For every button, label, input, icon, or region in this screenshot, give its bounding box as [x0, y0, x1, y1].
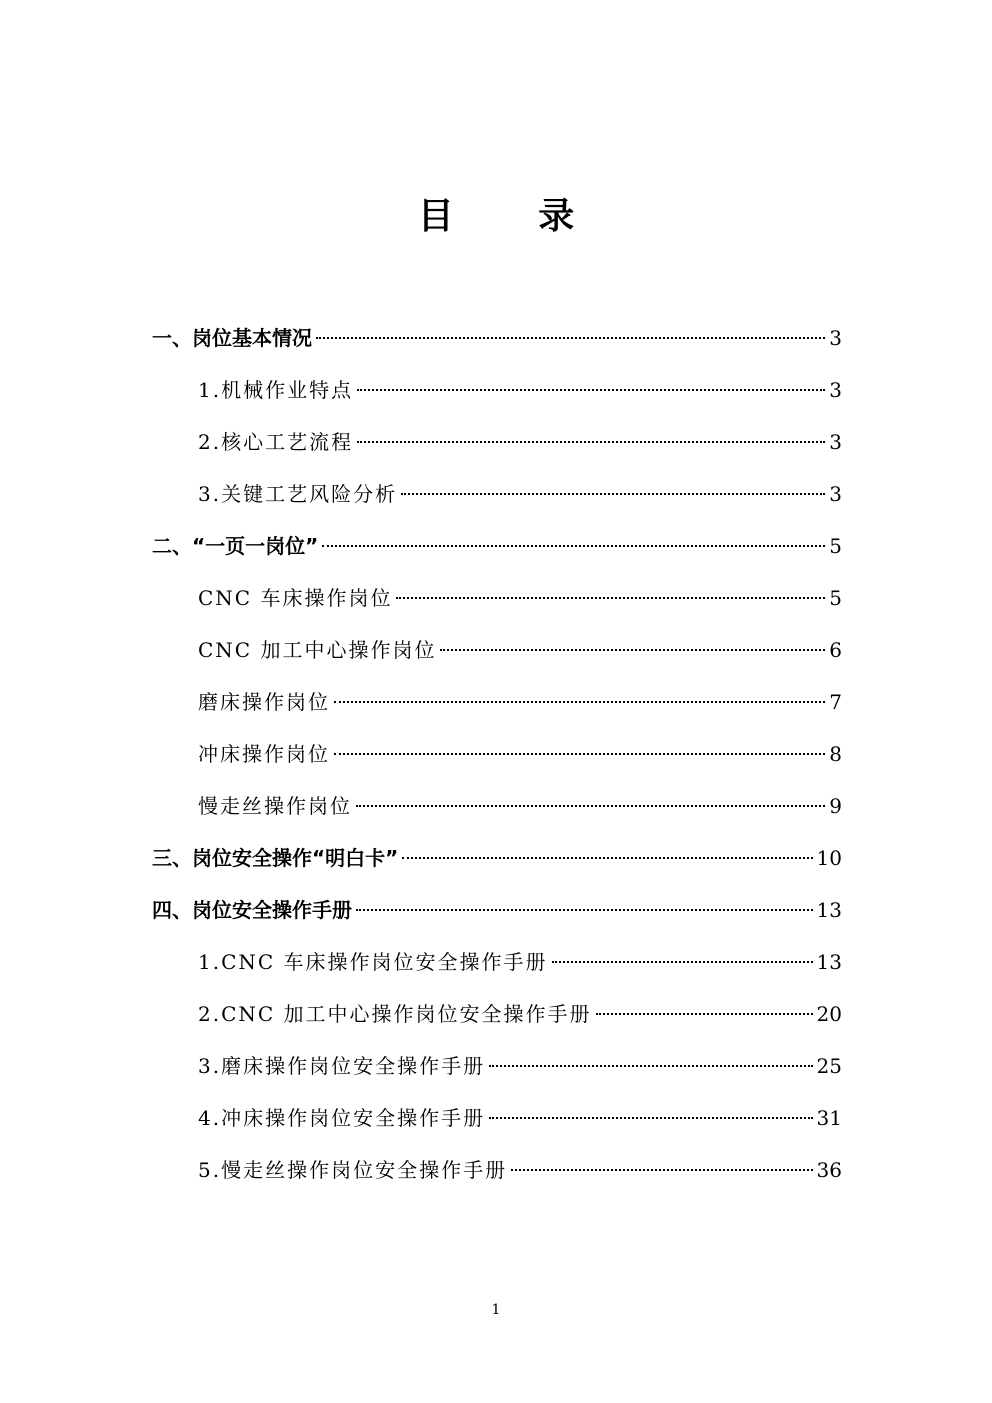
toc-entry-label: 3.磨床操作岗位安全操作手册 [198, 1054, 486, 1078]
toc-entry[interactable] [152, 468, 842, 520]
toc-entry-label: 慢走丝操作岗位 [198, 794, 352, 818]
toc-entry-page: 6 [829, 638, 842, 662]
toc-entry-label: 磨床操作岗位 [198, 690, 330, 714]
toc-entry[interactable] [152, 728, 842, 780]
toc-dot-leader [357, 389, 825, 391]
toc-dot-leader [316, 337, 825, 339]
toc-dot-leader [596, 1013, 813, 1015]
toc-dot-leader [322, 545, 825, 547]
toc-entry[interactable] [152, 936, 842, 988]
toc-entry-label: 5.慢走丝操作岗位安全操作手册 [198, 1158, 508, 1182]
toc-dot-leader [334, 753, 825, 755]
toc-entry[interactable] [152, 312, 842, 364]
toc-entry-page: 36 [816, 1158, 842, 1182]
toc-entry-page: 3 [829, 378, 842, 402]
toc-entry-label: CNC 车床操作岗位 [198, 586, 393, 610]
table-of-contents [152, 312, 842, 1196]
toc-entry-label: 冲床操作岗位 [198, 742, 330, 766]
toc-entry[interactable] [152, 676, 842, 728]
toc-entry-label: 三、岗位安全操作“明白卡” [152, 846, 399, 870]
toc-entry[interactable] [152, 364, 842, 416]
toc-entry-label: 3.关键工艺风险分析 [198, 482, 398, 506]
toc-entry-page: 3 [829, 430, 842, 454]
toc-entry-page: 3 [829, 482, 842, 506]
toc-dot-leader [356, 805, 825, 807]
toc-entry-page: 7 [829, 690, 842, 714]
toc-dot-leader [334, 701, 825, 703]
toc-entry-label: 2.CNC 加工中心操作岗位安全操作手册 [198, 1002, 592, 1026]
toc-entry-page: 13 [816, 950, 842, 974]
toc-entry-label: 4.冲床操作岗位安全操作手册 [198, 1106, 486, 1130]
page-number: 1 [491, 1302, 501, 1318]
toc-entry[interactable] [152, 884, 842, 936]
toc-entry-label: CNC 加工中心操作岗位 [198, 638, 437, 662]
toc-entry-label: 1.机械作业特点 [198, 378, 354, 402]
toc-entry-label: 一、岗位基本情况 [152, 326, 312, 350]
toc-dot-leader [489, 1117, 812, 1119]
toc-entry-page: 10 [816, 846, 842, 870]
toc-entry-page: 25 [816, 1054, 842, 1078]
toc-entry-label: 2.核心工艺流程 [198, 430, 354, 454]
toc-entry-page: 3 [829, 326, 842, 350]
toc-entry[interactable] [152, 572, 842, 624]
toc-entry[interactable] [152, 416, 842, 468]
toc-dot-leader [402, 857, 812, 859]
toc-dot-leader [356, 909, 813, 911]
page-title: 目 录 [417, 196, 611, 237]
toc-dot-leader [396, 597, 825, 599]
toc-entry-page: 5 [829, 586, 842, 610]
toc-entry-page: 13 [816, 898, 842, 922]
toc-dot-leader [401, 493, 825, 495]
toc-entry-page: 5 [829, 534, 842, 558]
toc-entry[interactable] [152, 624, 842, 676]
toc-entry-label: 二、“一页一岗位” [152, 534, 319, 558]
toc-entry-page: 9 [829, 794, 842, 818]
toc-entry[interactable] [152, 1144, 842, 1196]
toc-dot-leader [552, 961, 813, 963]
toc-dot-leader [511, 1169, 812, 1171]
toc-entry-page: 20 [816, 1002, 842, 1026]
toc-entry-label: 1.CNC 车床操作岗位安全操作手册 [198, 950, 548, 974]
toc-entry[interactable] [152, 1092, 842, 1144]
toc-entry[interactable] [152, 1040, 842, 1092]
toc-dot-leader [489, 1065, 812, 1067]
toc-entry-page: 8 [829, 742, 842, 766]
toc-entry[interactable] [152, 988, 842, 1040]
toc-dot-leader [357, 441, 825, 443]
toc-entry[interactable] [152, 832, 842, 884]
toc-entry-label: 四、岗位安全操作手册 [152, 898, 352, 922]
toc-entry-page: 31 [816, 1106, 842, 1130]
toc-dot-leader [440, 649, 825, 651]
toc-entry[interactable] [152, 520, 842, 572]
toc-entry[interactable] [152, 780, 842, 832]
